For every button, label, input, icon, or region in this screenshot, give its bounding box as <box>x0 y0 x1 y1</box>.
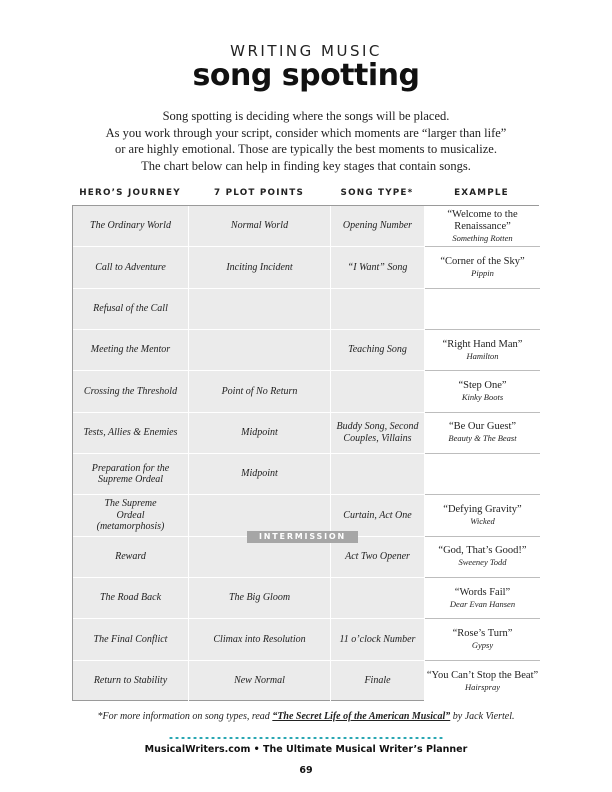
song-type-cell: Curtain, Act One <box>331 495 425 536</box>
heros-journey-cell: Crossing the Threshold <box>73 371 189 412</box>
example-show-name: Dear Evan Hansen <box>449 598 516 609</box>
plot-point-cell: The Big Gloom <box>189 578 331 619</box>
plot-point-cell: Inciting Incident <box>189 247 331 288</box>
example-cell <box>425 371 540 412</box>
footnote-suffix: by Jack Viertel. <box>450 711 515 722</box>
example-cell <box>425 289 540 330</box>
song-type-cell: Finale <box>331 661 425 702</box>
heros-journey-cell: Tests, Allies & Enemies <box>73 413 189 454</box>
example-show-name: Gypsy <box>471 639 494 650</box>
page-number: 69 <box>299 765 313 776</box>
example-cell <box>425 413 540 454</box>
example-cell <box>425 537 540 578</box>
example-song-title: “Rose’s Turn” <box>452 627 513 639</box>
example-show-name: Something Rotten <box>452 232 513 243</box>
dotted-divider <box>168 737 444 739</box>
example-show-name: Pippin <box>471 267 494 278</box>
example-song-title: “Welcome to the Renaissance” <box>447 208 518 232</box>
heros-journey-cell: The Final Conflict <box>73 619 189 660</box>
song-type-cell: Teaching Song <box>331 330 425 371</box>
intro-line: or are highly emotional. Those are typically the best moments to musicalize. <box>115 142 497 156</box>
plot-point-cell: Midpoint <box>189 454 331 495</box>
example-song-title: “Corner of the Sky” <box>440 255 525 267</box>
example-cell <box>425 578 540 619</box>
heros-journey-cell: Meeting the Mentor <box>73 330 189 371</box>
song-spotting-table <box>72 205 539 701</box>
footnote <box>0 711 612 722</box>
example-show-name: Beauty & The Beast <box>448 433 517 444</box>
plot-point-cell: Climax into Resolution <box>189 619 331 660</box>
example-cell <box>425 619 540 660</box>
plot-point-cell <box>189 330 331 371</box>
intro-line: Song spotting is deciding where the songs will be placed. <box>162 109 450 123</box>
example-show-name: Sweeney Todd <box>458 557 507 568</box>
example-show-name: Hairspray <box>465 681 500 692</box>
example-show-name: Kinky Boots <box>461 391 504 402</box>
example-cell <box>425 661 540 702</box>
plot-point-cell: Midpoint <box>189 413 331 454</box>
example-show-name: Hamilton <box>466 350 499 361</box>
plot-point-cell: Point of No Return <box>189 371 331 412</box>
table-header <box>72 188 539 202</box>
example-song-title: “Step One” <box>458 379 507 391</box>
example-song-title: “God, That’s Good!” <box>438 545 527 557</box>
song-type-cell <box>331 371 425 412</box>
song-type-cell: Opening Number <box>331 206 425 247</box>
example-song-title: “You Can’t Stop the Beat” <box>426 669 539 681</box>
heros-journey-cell: The Road Back <box>73 578 189 619</box>
column-header-song-type: SONG TYPE* <box>340 188 414 198</box>
example-song-title: “Defying Gravity” <box>443 503 522 515</box>
footnote-book-link[interactable]: “The Secret Life of the American Musical” <box>272 711 451 722</box>
page-title: song spotting <box>192 58 420 93</box>
song-type-cell <box>331 289 425 330</box>
heros-journey-cell: Refusal of the Call <box>73 289 189 330</box>
example-song-title: “Be Our Guest” <box>448 421 517 433</box>
intro-paragraph <box>80 108 532 174</box>
example-cell <box>425 247 540 288</box>
example-cell <box>425 206 540 247</box>
song-type-cell: Act Two Opener <box>331 537 425 578</box>
section-kicker: WRITING MUSIC <box>230 42 382 60</box>
plot-point-cell: Normal World <box>189 206 331 247</box>
heros-journey-cell: The Supreme Ordeal (metamorphosis) <box>73 495 189 536</box>
page-footer: MusicalWriters.com • The Ultimate Musical Writer’s Planner <box>144 744 468 755</box>
song-type-cell <box>331 454 425 495</box>
footnote-prefix: *For more information on song types, read <box>97 711 273 722</box>
column-header-example: EXAMPLE <box>454 188 509 198</box>
column-header-plot-points: 7 PLOT POINTS <box>214 188 304 198</box>
heros-journey-cell: Preparation for the Supreme Ordeal <box>73 454 189 495</box>
heros-journey-cell: Reward <box>73 537 189 578</box>
song-type-cell: Buddy Song, Second Couples, Villains <box>331 413 425 454</box>
intermission-label: INTERMISSION <box>247 531 358 543</box>
intro-line: The chart below can help in finding key stages that contain songs. <box>141 158 471 173</box>
song-type-cell: 11 o’clock Number <box>331 619 425 660</box>
example-show-name: Wicked <box>470 515 495 526</box>
plot-point-cell <box>189 289 331 330</box>
example-song-title: “Words Fail” <box>454 586 511 598</box>
heros-journey-cell: Return to Stability <box>73 661 189 702</box>
example-cell <box>425 330 540 371</box>
song-type-cell <box>331 578 425 619</box>
example-cell <box>425 495 540 536</box>
heros-journey-cell: The Ordinary World <box>73 206 189 247</box>
heros-journey-cell: Call to Adventure <box>73 247 189 288</box>
column-header-heros-journey: HERO’S JOURNEY <box>79 188 181 198</box>
example-song-title: “Right Hand Man” <box>442 338 523 350</box>
song-type-cell: “I Want” Song <box>331 247 425 288</box>
plot-point-cell: New Normal <box>189 661 331 702</box>
intro-line: As you work through your script, consider which moments are “larger than life” <box>105 125 507 140</box>
example-cell <box>425 454 540 495</box>
